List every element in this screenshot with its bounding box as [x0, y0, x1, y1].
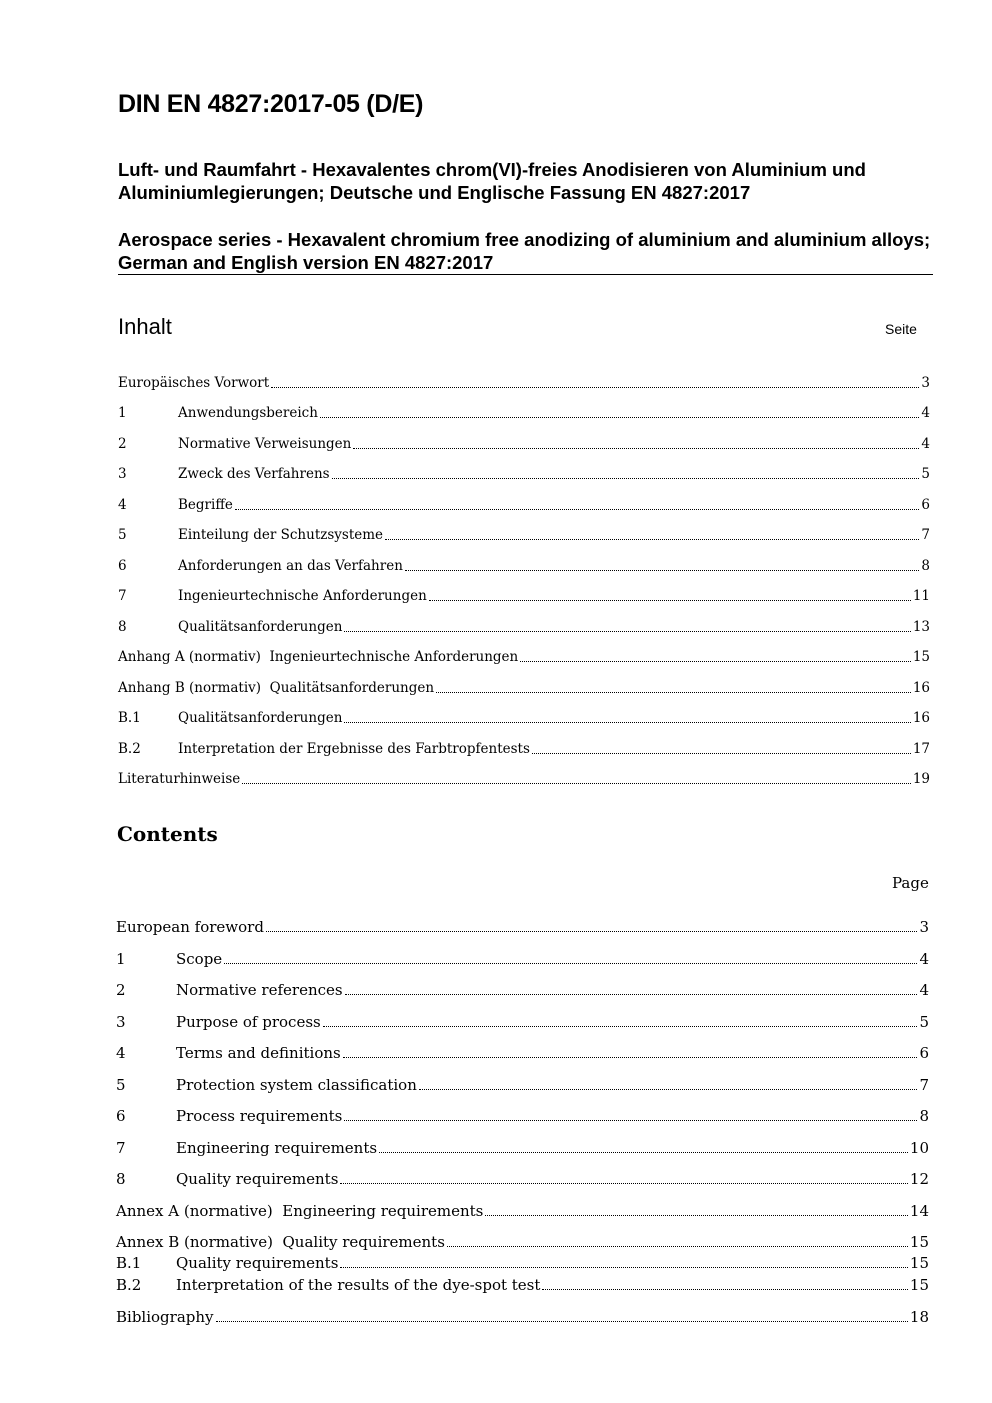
toc-entry-number: 6 — [118, 558, 127, 574]
title-divider — [118, 274, 933, 275]
toc-entry-label: Bibliography — [116, 1308, 214, 1326]
toc-entry-page: 15 — [912, 649, 930, 665]
toc-entry-number: 1 — [116, 950, 126, 968]
toc-entry-label: Ingenieurtechnische Anforderungen — [178, 588, 427, 604]
toc-leader-dots — [323, 1026, 918, 1027]
toc-entry[interactable] — [116, 1074, 929, 1094]
toc-entry[interactable] — [118, 433, 930, 453]
toc-entry[interactable] — [118, 555, 930, 575]
toc-entry-label: Quality requirements — [176, 1254, 339, 1272]
title-english: Aerospace series - Hexavalent chromium free anodizing of aluminium and aluminium alloys; German and English version EN 4827:2017 — [118, 229, 931, 273]
toc-entry-number: 3 — [118, 466, 127, 482]
toc-entry-label: Anhang B (normativ) Qualitätsanforderungen — [118, 680, 435, 696]
toc-entry[interactable] — [118, 707, 930, 727]
toc-leader-dots — [235, 509, 920, 510]
toc-entry-page: 4 — [921, 405, 930, 421]
toc-entry-page: 16 — [912, 680, 930, 696]
document-number: DIN EN 4827:2017-05 (D/E) — [118, 90, 424, 118]
toc-entry-page: 15 — [909, 1233, 929, 1251]
toc-entry-label: Protection system classification — [176, 1076, 417, 1094]
toc-leader-dots — [345, 994, 918, 995]
toc-entry[interactable] — [118, 616, 930, 636]
toc-entry-label: Zweck des Verfahrens — [178, 466, 330, 482]
toc-entry-page: 3 — [919, 918, 929, 936]
toc-entry[interactable] — [116, 1105, 929, 1125]
toc-entry-number: 1 — [118, 405, 127, 421]
toc-entry[interactable] — [116, 1042, 929, 1062]
toc-entry-page: 4 — [919, 950, 929, 968]
toc-entry-number: 6 — [116, 1107, 126, 1125]
toc-entry[interactable] — [116, 1252, 929, 1272]
toc-heading-en: Contents — [117, 822, 218, 846]
toc-entry-number: 5 — [116, 1076, 126, 1094]
toc-entry-page: 18 — [909, 1308, 929, 1326]
toc-entry-label: Europäisches Vorwort — [118, 375, 270, 391]
toc-entry-page: 15 — [909, 1254, 929, 1272]
toc-entry-label: Anhang A (normativ) Ingenieurtechnische Anforderungen — [118, 649, 519, 665]
toc-entry-page: 19 — [912, 771, 930, 787]
toc-entry[interactable] — [118, 738, 930, 758]
toc-leader-dots — [353, 448, 919, 449]
toc-entry[interactable] — [118, 524, 930, 544]
toc-entry-page: 4 — [921, 436, 930, 452]
toc-entry-label: Literaturhinweise — [118, 771, 241, 787]
toc-entry-label: Annex B (normative) Quality requirements — [116, 1233, 445, 1251]
toc-leader-dots — [332, 478, 920, 479]
toc-entry-label: Terms and definitions — [176, 1044, 341, 1062]
toc-heading-de: Inhalt — [118, 314, 172, 339]
toc-entry-page: 13 — [912, 619, 930, 635]
toc-entry[interactable] — [116, 1306, 929, 1326]
toc-entry-label: Qualitätsanforderungen — [178, 710, 343, 726]
toc-leader-dots — [344, 631, 910, 632]
toc-entry-page: 11 — [912, 588, 930, 604]
toc-entry-label: European foreword — [116, 918, 264, 936]
toc-entry-number: 4 — [116, 1044, 126, 1062]
toc-entry[interactable] — [116, 1137, 929, 1157]
toc-entry[interactable] — [118, 768, 930, 788]
toc-entry[interactable] — [118, 585, 930, 605]
toc-entry-number: 2 — [118, 436, 127, 452]
toc-entry[interactable] — [116, 1168, 929, 1188]
toc-entry[interactable] — [118, 402, 930, 422]
toc-entry-label: Anwendungsbereich — [178, 405, 318, 421]
toc-entry-label: Anforderungen an das Verfahren — [178, 558, 403, 574]
toc-entry[interactable] — [116, 1231, 929, 1251]
toc-entry[interactable] — [116, 1200, 929, 1220]
toc-entry[interactable] — [116, 1011, 929, 1031]
toc-entry-label: Interpretation der Ergebnisse des Farbtropfentests — [178, 741, 530, 757]
toc-leader-dots — [343, 1057, 918, 1058]
page-column-label-de: Seite — [885, 321, 917, 337]
toc-entry[interactable] — [116, 1274, 929, 1294]
toc-leader-dots — [344, 722, 910, 723]
toc-entry-number: B.1 — [118, 710, 141, 726]
toc-entry-label: Scope — [176, 950, 223, 968]
toc-leader-dots — [242, 783, 911, 784]
title-german: Luft- und Raumfahrt - Hexavalentes chrom(VI)-freies Anodisieren von Aluminium und Aluminiumlegierungen; Deutsche und Englische Fassung EN 4827:2017 — [118, 159, 866, 203]
toc-entry-label: Annex A (normative) Engineering requirements — [116, 1202, 484, 1220]
toc-entry-label: Quality requirements — [176, 1170, 339, 1188]
toc-entry-number: 8 — [116, 1170, 126, 1188]
toc-entry-label: Normative Verweisungen — [178, 436, 352, 452]
toc-entry-page: 6 — [919, 1044, 929, 1062]
toc-entry-number: 8 — [118, 619, 127, 635]
toc-entry[interactable] — [118, 372, 930, 392]
toc-entry-page: 14 — [909, 1202, 929, 1220]
toc-leader-dots — [320, 417, 919, 418]
toc-entry-number: B.2 — [118, 741, 141, 757]
toc-entry-label: Engineering requirements — [176, 1139, 378, 1157]
toc-entry-number: 5 — [118, 527, 127, 543]
toc-entry-page: 16 — [912, 710, 930, 726]
toc-entry[interactable] — [118, 463, 930, 483]
toc-leader-dots — [216, 1321, 908, 1322]
toc-leader-dots — [520, 661, 911, 662]
toc-leader-dots — [379, 1152, 908, 1153]
toc-leader-dots — [419, 1089, 918, 1090]
toc-entry[interactable] — [118, 646, 930, 666]
toc-leader-dots — [436, 692, 911, 693]
toc-entry-label: Normative references — [176, 981, 343, 999]
toc-entry[interactable] — [118, 494, 930, 514]
toc-leader-dots — [429, 600, 911, 601]
toc-leader-dots — [385, 539, 919, 540]
toc-leader-dots — [542, 1289, 907, 1290]
toc-leader-dots — [266, 931, 918, 932]
toc-leader-dots — [340, 1267, 907, 1268]
toc-entry-label: Begriffe — [178, 497, 233, 513]
toc-entry-page: 3 — [921, 375, 930, 391]
toc-leader-dots — [485, 1215, 908, 1216]
toc-entry-page: 4 — [919, 981, 929, 999]
toc-leader-dots — [447, 1246, 908, 1247]
toc-leader-dots — [271, 387, 919, 388]
toc-entry-page: 10 — [909, 1139, 929, 1157]
toc-entry[interactable] — [116, 948, 929, 968]
toc-entry-page: 17 — [912, 741, 930, 757]
toc-leader-dots — [532, 753, 911, 754]
toc-entry-label: Qualitätsanforderungen — [178, 619, 343, 635]
toc-entry-label: Interpretation of the results of the dye-spot test — [176, 1276, 541, 1294]
toc-leader-dots — [224, 963, 917, 964]
toc-entry-label: Einteilung der Schutzsysteme — [178, 527, 384, 543]
toc-entry-number: 3 — [116, 1013, 126, 1031]
toc-entry-page: 12 — [909, 1170, 929, 1188]
toc-entry-number: 2 — [116, 981, 126, 999]
toc-leader-dots — [340, 1183, 907, 1184]
toc-entry-page: 7 — [921, 527, 930, 543]
toc-entry[interactable] — [118, 677, 930, 697]
toc-leader-dots — [405, 570, 920, 571]
toc-entry-number: 7 — [116, 1139, 126, 1157]
toc-entry[interactable] — [116, 916, 929, 936]
toc-entry-number: 4 — [118, 497, 127, 513]
toc-entry-page: 8 — [919, 1107, 929, 1125]
toc-entry-number: B.2 — [116, 1276, 142, 1294]
toc-entry-page: 7 — [919, 1076, 929, 1094]
toc-entry-page: 5 — [921, 466, 930, 482]
toc-entry-page: 5 — [919, 1013, 929, 1031]
toc-entry-page: 15 — [909, 1276, 929, 1294]
toc-entry-label: Process requirements — [176, 1107, 343, 1125]
toc-entry-label: Purpose of process — [176, 1013, 321, 1031]
toc-entry-page: 8 — [921, 558, 930, 574]
toc-entry-number: 7 — [118, 588, 127, 604]
toc-entry-number: B.1 — [116, 1254, 142, 1272]
toc-entry[interactable] — [116, 979, 929, 999]
page-column-label-en: Page — [892, 874, 929, 892]
toc-entry-page: 6 — [921, 497, 930, 513]
toc-leader-dots — [344, 1120, 917, 1121]
